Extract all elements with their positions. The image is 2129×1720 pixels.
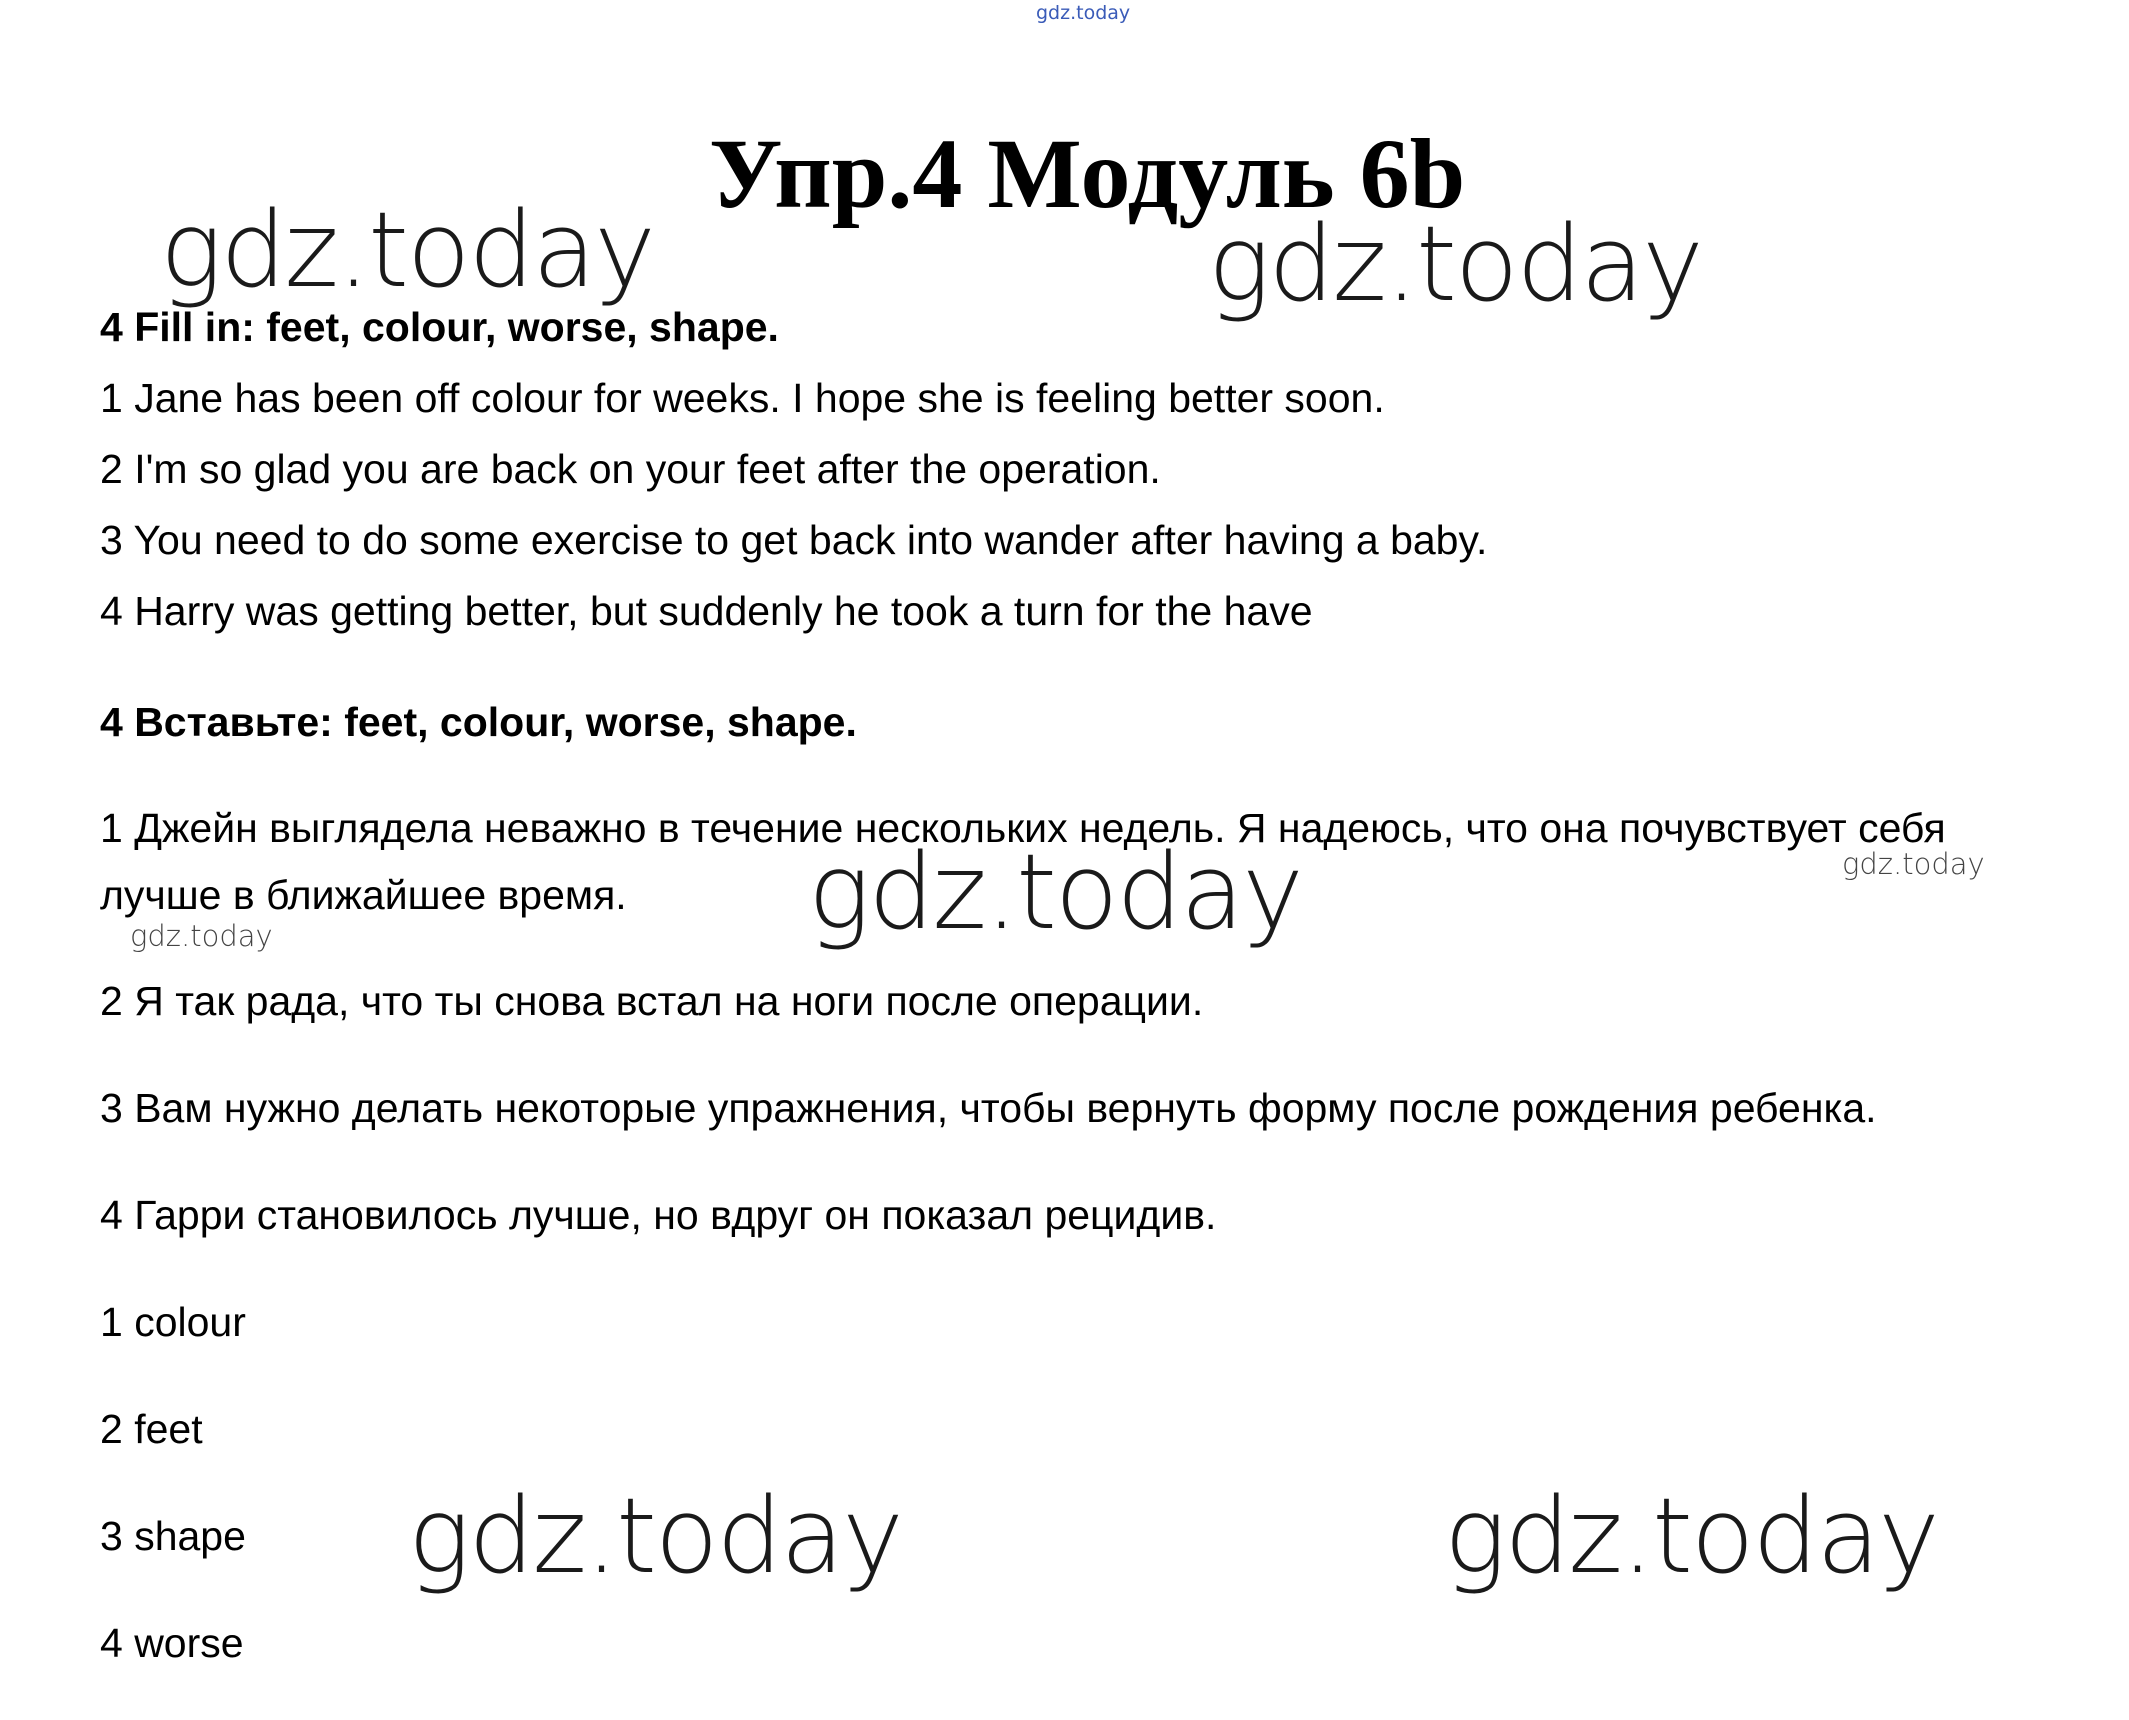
watermark-large: gdz.today [1208, 203, 1702, 325]
russian-heading: 4 Вставьте: feet, colour, worse, shape. [100, 699, 857, 745]
answer-item: 4 worse [100, 1620, 244, 1666]
russian-item-continued: лучше в ближайшее время. [100, 872, 627, 918]
russian-item: 4 Гарри становилось лучше, но вдруг он показал рецидив. [100, 1192, 1217, 1238]
english-item: 4 Harry was getting better, but suddenly he took a turn for the have [100, 588, 1313, 634]
english-item: 2 I'm so glad you are back on your feet after the operation. [100, 446, 1161, 492]
russian-item: 3 Вам нужно делать некоторые упражнения, чтобы вернуть форму после рождения ребенка. [100, 1085, 1877, 1131]
top-watermark: gdz.today [1036, 2, 1131, 24]
answer-item: 2 feet [100, 1406, 203, 1452]
russian-item: 2 Я так рада, что ты снова встал на ноги после операции. [100, 978, 1204, 1024]
watermark-large: gdz.today [808, 831, 1302, 953]
page-title: Упр.4 Модуль 6b [709, 118, 1466, 229]
russian-item: 1 Джейн выглядела неважно в течение нескольких недель. Я надеюсь, что она почувствует себя [100, 805, 1946, 851]
english-item: 3 You need to do some exercise to get back into wander after having a baby. [100, 517, 1488, 563]
watermark-large: gdz.today [408, 1475, 902, 1597]
english-heading: 4 Fill in: feet, colour, worse, shape. [100, 304, 779, 350]
watermark-large: gdz.today [1444, 1475, 1938, 1597]
watermark-small: gdz.today [130, 919, 273, 953]
english-item: 1 Jane has been off colour for weeks. I hope she is feeling better soon. [100, 375, 1385, 421]
watermark-large: gdz.today [160, 189, 654, 311]
answer-item: 3 shape [100, 1513, 246, 1559]
answer-item: 1 colour [100, 1299, 246, 1345]
watermark-small: gdz.today [1842, 847, 1985, 881]
